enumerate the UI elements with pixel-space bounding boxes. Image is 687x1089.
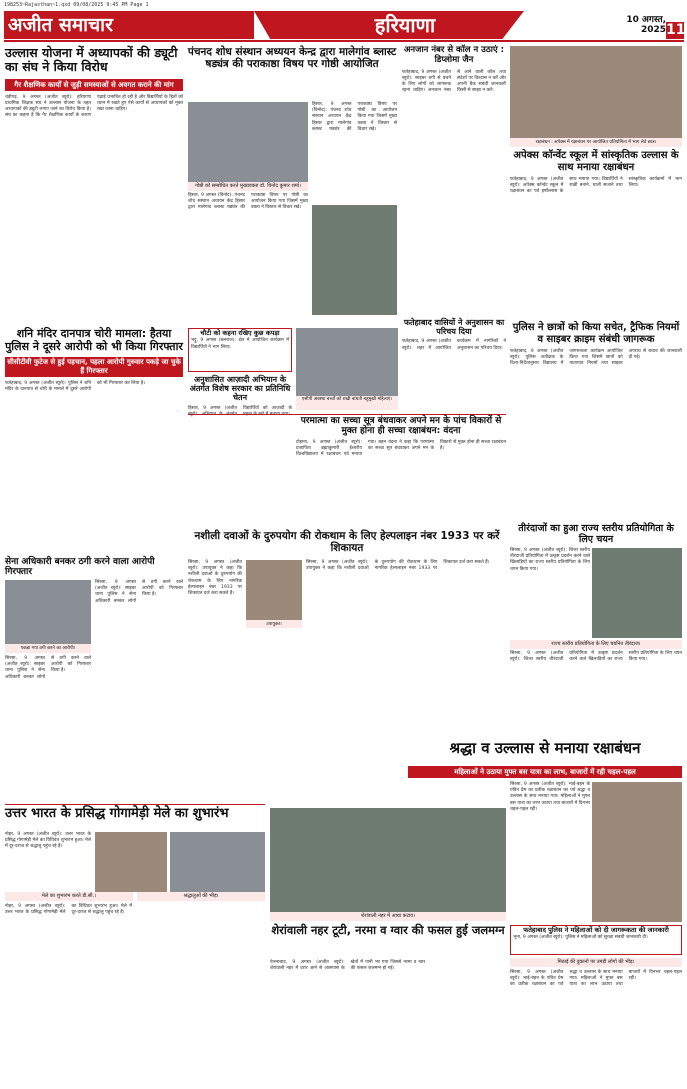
headline: अनुशासित आज़ादी अभियान के अंतर्गत विशेष सरकार का प्रतिनिधि चेतन <box>189 375 291 403</box>
body-army-cont: सिरसा, 9 अगस्त (अजीत ब्यूरो): साइबर थाना पुलिस ने सेना अधिकारी बनकर लोगों से ठगी करने वाले आरोपी को गिरफ्तार किया है। <box>5 656 91 680</box>
headline: फतेहाबाद वासियों ने अनुशासन का परिचय दिया <box>403 318 505 337</box>
story-teachers <box>5 46 183 326</box>
subheadline: सीसीटीवी फुटेज से हुई पहचान, पहला आरोपी गुरुवार पकड़े जा चुके हैं गिरफ्तार <box>5 357 183 377</box>
headline-gogamedi-wrap <box>5 807 265 829</box>
headline: उत्तर भारत के प्रसिद्ध गोगामेड़ी मेले का शुभारंभ <box>5 806 229 821</box>
masthead-title: अजीत समाचार <box>8 14 113 36</box>
story-police-box <box>510 925 682 955</box>
headline: उल्लास योजना में अध्यापकों की ड्यूटी का संघ ने किया विरोध <box>5 45 178 75</box>
photo-shraddha <box>592 782 682 922</box>
divider <box>5 804 265 805</box>
photo-gogamedi-2 <box>170 832 265 892</box>
body: फतेहाबाद, 9 अगस्त (अजीत ब्यूरो): अपेक्स कॉन्वेंट स्कूल में रक्षाबंधन का पर्व हर्षोल्लास के साथ मनाया गया। विद्यार्थियों ने राखी बनाने, थाली सजाने तथा सांस्कृतिक कार्यक्रमों में भाग लिया। <box>510 177 682 195</box>
headline-archery-wrap <box>510 524 682 544</box>
body-shraddha-cont: सिरसा, 9 अगस्त (अजीत ब्यूरो): भाई-बहन के पवित्र प्रेम का प्रतीक रक्षाबंधन का पर्व श्रद्धा व उल्लास के साथ मनाया गया। महिलाओं ने मुफ्त बस यात्रा का लाभ उठाया तथा बाजारों में दिनभर चहल-पहल रही। <box>510 970 682 988</box>
caption-police-rakhi: एसीपी अवस्था बच्चों को राखी बांधती बहुमुखी महिलाएं। <box>296 396 398 410</box>
photo-rakhi-competition <box>510 46 682 138</box>
body: हिसार, 9 अगस्त (अजीत विद्यार्थियों को आज़ादी के <box>188 405 292 411</box>
body-army: सिरसा, 9 अगस्त (अजीत ब्यूरो): साइबर थाना पुलिस ने सेना अधिकारी बनकर लोगों से ठगी करने वाले आरोपी को गिरफ्तार किया है। <box>95 580 183 604</box>
caption-gogamedi-1: मेले का शुभारंभ करते डी.सी.। <box>5 892 133 901</box>
headline: सेना अधिकारी बनकर ठगी करने वाला आरोपी गिरफ्तार <box>5 557 155 578</box>
page-number: 11 <box>666 22 686 38</box>
issue-date: 10 अगस्त, 2025 <box>626 15 666 35</box>
body-gogamedi-cont: नोहर, 9 अगस्त (अजीत ब्यूरो): उत्तर भारत के प्रसिद्ध गोगामेड़ी मेले का विधिवत शुभारंभ हुआ। मेले में दूर-दराज से श्रद्धालु पहुंच रहे हैं। <box>5 904 132 916</box>
body: फतेहाबाद, 9 अगस्त (अजीत ब्यूरो): शहर में आयोजित कार्यक्रम में नागरिकों ने अनुशासन का परिचय दिया। <box>402 339 506 351</box>
headline: चौटी को कहना रखिए कुछ कपड़ा <box>200 329 280 337</box>
headline: फतेहाबाद पुलिस ने महिलाओं को दी जागरूकता की जानकारी <box>523 926 669 934</box>
photo-archery <box>592 548 682 638</box>
caption-rakhi-competition: रक्षाबंधन : अपेक्स में रक्षाबंधन पर आयोजित प्रतियोगिता में भाग लेते छात्र। <box>510 138 682 147</box>
caption-gogamedi-2: श्रद्धालुओं की भीड़। <box>137 892 265 901</box>
body-seminar-cont: हिसार, 9 अगस्त (विनोद): पंचनद शोध संस्थान अध्ययन केंद्र हिसार द्वारा मालेगांव ब्लास्ट षड्यंत्र की पराकाष्ठा विषय पर गोष्ठी का आयोजन किया गया जिसमें मुख्य वक्ता ने विस्तार से विचार रखे। <box>312 102 397 132</box>
body-canal: ऐलनाबाद, 9 अगस्त (अजीत ब्यूरो): शेरांवाली नहर में दरार आने से आसपास के खेतों में पानी भर गया जिससे नरमा व ग्वार की फसल जलमग्न हो गई। <box>270 960 426 972</box>
caption-canal: शेरांवाली नहर में आया कटाव। <box>270 912 506 921</box>
body: चंडीगढ़, 9 अगस्त (अजीत ब्यूरो): हरियाणा प्राथमिक शिक्षक संघ ने उल्लास योजना के तहत अध्यापकों की ड्यूटी लगाए जाने का विरोध किया है। संघ का कहना है कि गैर शैक्षणिक कार्यों के कारण पढ़ाई प्रभावित हो रही है और विद्यार्थियों के हितों को ध्यान में रखते हुए ऐसे कार्यों से अध्यापकों को मुक्त रखा जाना चाहिए। <box>5 94 183 119</box>
headline-drugs-wrap <box>188 530 506 558</box>
body: फतेहाबाद, 9 अगस्त (अजीत ब्यूरो): पुलिस ने शनि मंदिर के दानपात्र से चोरी के मामले में दूसरे आरोपी को भी गिरफ्तार कर लिया है। <box>5 381 146 393</box>
story-temple <box>5 328 183 554</box>
body-shraddha: सिरसा, 9 अगस्त (अजीत ब्यूरो): भाई-बहन के पवित्र प्रेम का प्रतीक रक्षाबंधन का पर्व श्रद्धा व उल्लास के साथ मनाया गया। महिलाओं ने मुफ्त बस यात्रा का लाभ उठाया तथा बाजारों में दिनभर चहल-पहल रही। <box>510 782 590 812</box>
story-students-box <box>188 328 292 372</box>
headline-seminar <box>187 46 397 76</box>
photo-canal <box>270 808 506 912</box>
masthead-rule <box>4 40 684 42</box>
photo-dc <box>246 560 302 620</box>
divider <box>188 414 506 415</box>
subheadline-shraddha: महिलाओं ने उठाया मुफ्त बस यात्रा का लाभ, बाजारों में रही चहल-पहल <box>408 766 682 778</box>
photo-seminar <box>188 102 308 182</box>
headline: तीरंदाजों का हुआ राज्य स्तरीय प्रतियोगिता के लिए चयन <box>518 523 674 545</box>
body-seminar: हिसार, 9 अगस्त (विनोद): पंचनद शोध संस्थान अध्ययन केंद्र हिसार द्वारा मालेगांव ब्लास्ट षड्यंत्र की पराकाष्ठा विषय पर गोष्ठी का आयोजन किया गया जिसमें मुख्य वक्ता ने विस्तार से विचार रखे। <box>188 193 308 211</box>
headline: नशीली दवाओं के दुरुपयोग की रोकथाम के लिए हेल्पलाइन नंबर 1933 पर करें शिकायत <box>194 530 500 555</box>
body: टोहाना, 9 अगस्त (अजीत ब्यूरो): प्रजापिता ब्रह्माकुमारी ईश्वरीय विश्वविद्यालय में रक्षाबंधन पर्व मनाया गया। बहन वंदना ने कहा कि परमात्मा का सच्चा सूत्र बंधवाकर अपने मन के विकारों से मुक्त होना ही सच्चा रक्षाबंधन है। <box>296 439 506 458</box>
headline: श्रद्धा व उल्लास से मनाया रक्षाबंधन <box>449 739 641 757</box>
story-cyber <box>510 322 682 522</box>
caption-seminar: गोष्ठी को सम्बोधित करते मुख्यवक्ता डॉ. विनोद कुमार शर्मा। <box>188 182 308 191</box>
story-jain <box>402 46 506 316</box>
body-gogamedi: नोहर, 9 अगस्त (अजीत ब्यूरो): उत्तर भारत के प्रसिद्ध गोगामेड़ी मेले का विधिवत शुभारंभ हुआ। मेले में दूर-दराज से श्रद्धालु पहुंच रहे हैं। <box>5 832 91 850</box>
caption-dc: उपायुक्त। <box>246 620 302 628</box>
body-drugs-b: सिरसा, 9 अगस्त (अजीत ब्यूरो): उपायुक्त ने कहा कि नशीली दवाओं के दुरुपयोग की रोकथाम के लिए नागरिक हेल्पलाइन नंबर 1933 पर शिकायत दर्ज करा सकते हैं। <box>306 560 490 572</box>
photo-army-accused <box>5 580 91 644</box>
photo-gogamedi-1 <box>95 832 167 892</box>
body-archery-cont: सिरसा, 9 अगस्त (अजीत ब्यूरो): जिला स्तरीय तीरंदाजी प्रतियोगिता में उत्कृष्ट प्रदर्शन करने वाले खिलाड़ियों का राज्य स्तरीय प्रतियोगिता के लिए चयन किया गया। <box>510 651 682 663</box>
caption-army: पकड़ा गया ठगी करने का आरोपी। <box>5 644 91 653</box>
photo-students-group <box>312 205 397 315</box>
photo-police-rakhi <box>296 328 398 396</box>
headline: अनजान नंबर से कॉल न उठाएं : डिप्लोमा जैन <box>403 45 505 65</box>
body: भट्टू, 9 अगस्त (बलराज): क्षेत्र में आयोजित कार्यक्रम में विद्यार्थियों ने भाग लिया। <box>191 338 289 350</box>
headline: शनि मंदिर दानपात्र चोरी मामला: हैतया पुलिस ने दूसरे आरोपी को भी किया गिरफ्तार <box>5 327 183 353</box>
subheadline: गैर शैक्षणिक कार्यों से जुड़ी समस्याओं से अवगत कराने की मांग <box>5 79 183 91</box>
story-parmatma <box>296 416 506 526</box>
headline: अपेक्स कॉन्वेंट स्कूल में सांस्कृतिक उल्लास के साथ मनाया रक्षाबंधन <box>513 150 679 173</box>
body: भूना, 9 अगस्त (अजीत ब्यूरो): पुलिस ने महिलाओं को सुरक्षा संबंधी जानकारी दी। <box>513 935 648 941</box>
headline: पुलिस ने छात्रों को किया सचेत, ट्रैफिक नियमों व साइबर क्राइम संबंधी जागरूक <box>512 322 680 345</box>
section-name: हरियाणा <box>374 13 436 37</box>
caption-shraddha: मिठाई की दुकानों पर उमड़ी लोगों की भीड़। <box>510 958 682 967</box>
story-culture <box>188 375 292 525</box>
body-archery: सिरसा, 9 अगस्त (अजीत ब्यूरो): जिला स्तरीय तीरंदाजी प्रतियोगिता में उत्कृष्ट प्रदर्शन करने वाले खिलाड़ियों का राज्य स्तरीय प्रतियोगिता के लिए चयन किया गया। <box>510 548 590 572</box>
headline-shraddha-wrap <box>408 740 682 764</box>
body: फतेहाबाद, 9 अगस्त (अजीत ब्यूरो): पुलिस अधीक्षक के दिशा-निर्देशानुसार विद्यालय में जागरूकता कार्यक्रम आयोजित किया गया जिसमें छात्रों को यातायात नियमों तथा साइबर अपराध से बचाव की जानकारी दी गई। <box>510 349 682 367</box>
print-slug: 198253~Rajasthan~1.qxd 09/08/2025 9:45 PM Page 1 <box>4 2 149 8</box>
story-apex <box>510 150 682 320</box>
headline: शेरांवाली नहर टूटी, नरमा व ग्वार की फसल हुई जलमग्न <box>271 923 505 937</box>
headline: पंचनद शोध संस्थान अध्ययन केन्द्र द्वारा मालेगांव ब्लास्ट षड्यंत्र की पराकाष्ठा विषय पर गोष्ठी आयोजित <box>187 46 397 71</box>
headline-canal-wrap <box>270 924 506 956</box>
headline: परमात्मा का सच्चा सूत्र बंधवाकर अपने मन के पांच विकारों से मुक्त होना ही सच्चा रक्षाबंधन: वंदना <box>300 416 502 437</box>
caption-archery: राज्य स्तरीय प्रतियोगिता के लिए चयनित तीरंदाज। <box>510 640 682 649</box>
body-drugs-a: सिरसा, 9 अगस्त (अजीत ब्यूरो): उपायुक्त ने कहा कि नशीली दवाओं के दुरुपयोग की रोकथाम के लिए नागरिक हेल्पलाइन नंबर 1933 पर शिकायत दर्ज करा सकते हैं। <box>188 560 242 597</box>
body: फतेहाबाद, 9 अगस्त (अजीत ब्यूरो): साइबर ठगी से बचने के लिए लोगों को जागरूक रहना चाहिए। अनजान नंबर से आने वाली कॉल तथा संदेशों पर विश्वास न करें और अपनी बैंक संबंधी जानकारी किसी से साझा न करें। <box>402 69 506 94</box>
